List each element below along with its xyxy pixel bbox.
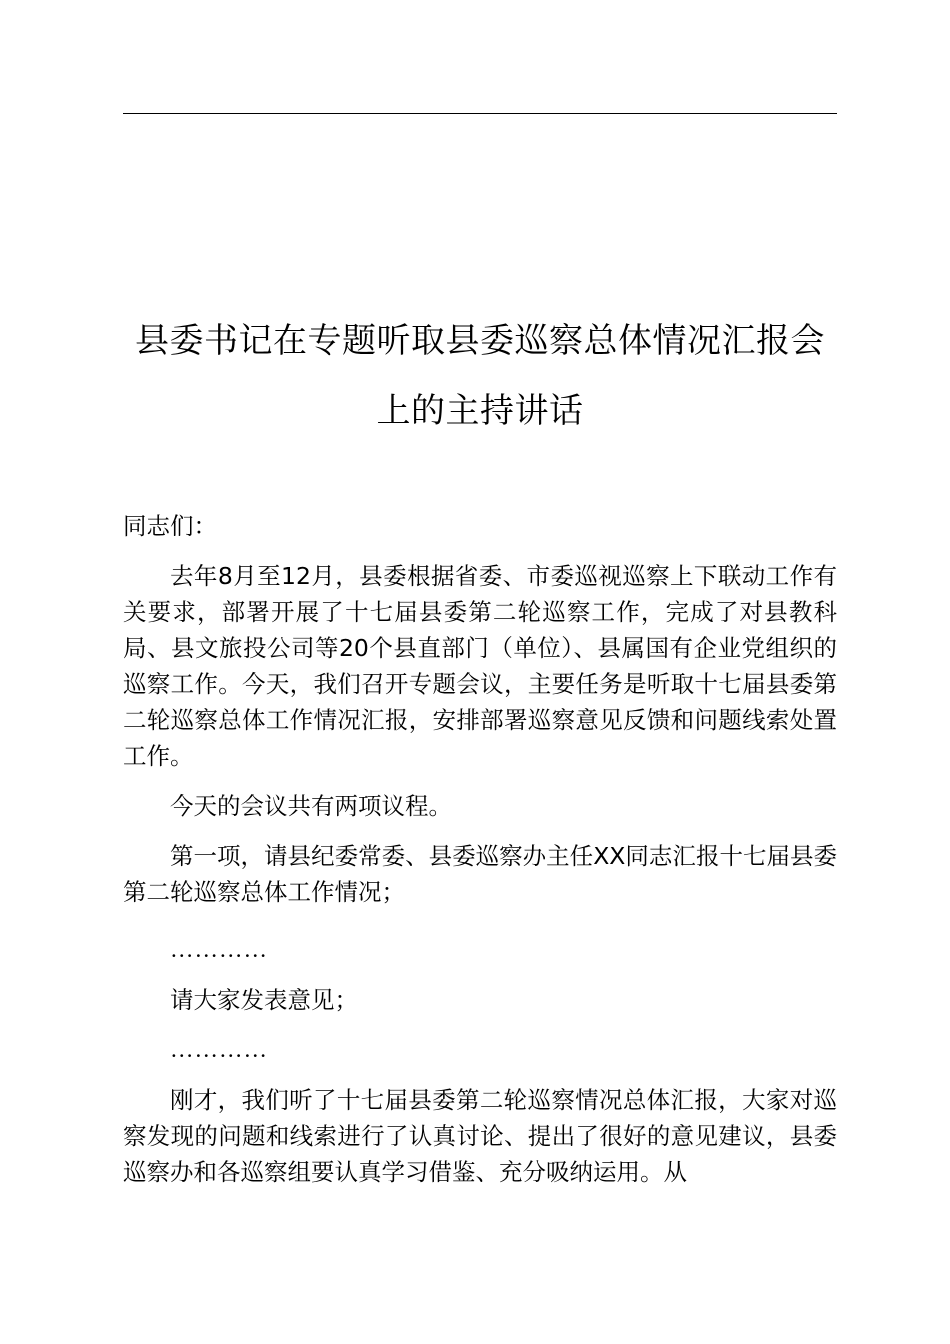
ellipsis-line: ………… [170, 937, 268, 963]
title-line-1: 县委书记在专题听取县委巡察总体情况汇报会 [135, 321, 825, 361]
document-title [110, 306, 850, 446]
paragraph-summary: 刚才，我们听了十七届县委第二轮巡察情况总体汇报，大家对巡察发现的问题和线索进行了认真讨论、提出了很好的意见建议，县委巡察办和各巡察组要认真学习借鉴、充分吸纳运用。从 [123, 1086, 837, 1186]
paragraph-intro: 去年8月至12月，县委根据省委、市委巡视巡察上下联动工作有关要求，部署开展了十七届县委第二轮巡察工作，完成了对县教科局、县文旅投公司等20个县直部门（单位）、县属国有企业党组织的巡察工作。今天，我们召开专题会议，主要任务是听取十七届县委第二轮巡察总体工作情况汇报，安排部署巡察意见反馈和问题线索处置工作。 [123, 562, 837, 770]
ellipsis-line: ………… [170, 1037, 268, 1063]
paragraph-item-one: 第一项，请县纪委常委、县委巡察办主任XX同志汇报十七届县委第二轮巡察总体工作情况； [123, 842, 837, 906]
salutation: 同志们： [123, 512, 217, 540]
document-body [123, 508, 837, 1204]
header-rule [123, 113, 837, 114]
paragraph-agenda: 今天的会议共有两项议程。 [170, 792, 452, 820]
paragraph-opinions: 请大家发表意见； [170, 986, 358, 1014]
title-line-2: 上的主持讲话 [376, 391, 584, 431]
